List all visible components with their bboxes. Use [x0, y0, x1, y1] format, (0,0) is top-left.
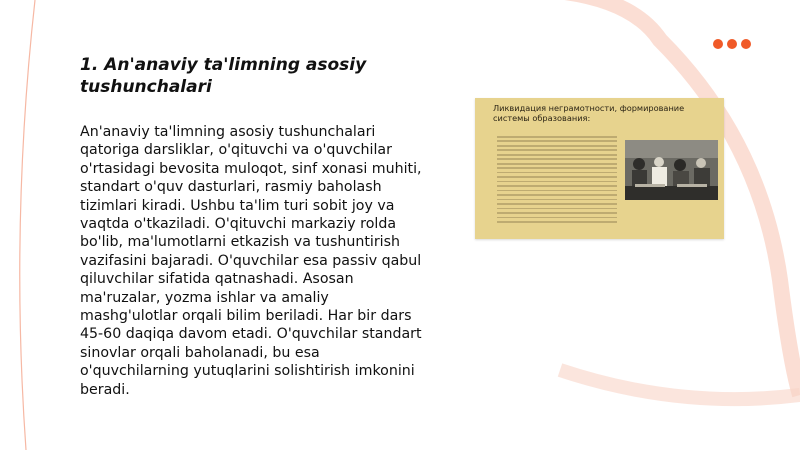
dot-icon	[727, 39, 737, 49]
slide-title: 1. An'anaviy ta'limning asosiy tushunchalari	[80, 55, 367, 97]
slide-body-text: An'anaviy ta'limning asosiy tushunchalari qatoriga darsliklar, o'qituvchi va o'quvchilar o'rtasidagi bevosita muloqot, sinf xonasi muhiti, standart o'quv dasturlari, rasmiy baholash tizimlari kiradi. Ushbu ta'lim turi sobit joy va vaqtda o'tkaziladi. O'qituvchi markaziy rolda bo'lib, ma'lumotlarni etkazish va tushuntirish vazifasini bajaradi. O'quvchilar esa passiv qabul qiluvchilar sifatida qatnashadi. Asosan ma'ruzalar, yozma ishlar va amaliy mashg'ulotlar orqali bilim beriladi. Har bir dars 45-60 daqiqa davom etadi. O'quvchilar standart sinovlar orqali baholanadi, bu esa o'quvchilarning yutuqlarini solishtirish imkonini beradi.	[80, 124, 422, 398]
document-image	[475, 98, 724, 239]
classroom-photo-icon	[625, 140, 718, 200]
document-image-heading: Ликвидация неграмотности, формирование системы образования:	[493, 103, 685, 123]
lower-arc-ring	[560, 370, 800, 399]
decorative-dots	[713, 39, 751, 49]
document-text-lines	[497, 136, 617, 226]
dot-icon	[713, 39, 723, 49]
left-arc-line	[20, 0, 35, 450]
dot-icon	[741, 39, 751, 49]
